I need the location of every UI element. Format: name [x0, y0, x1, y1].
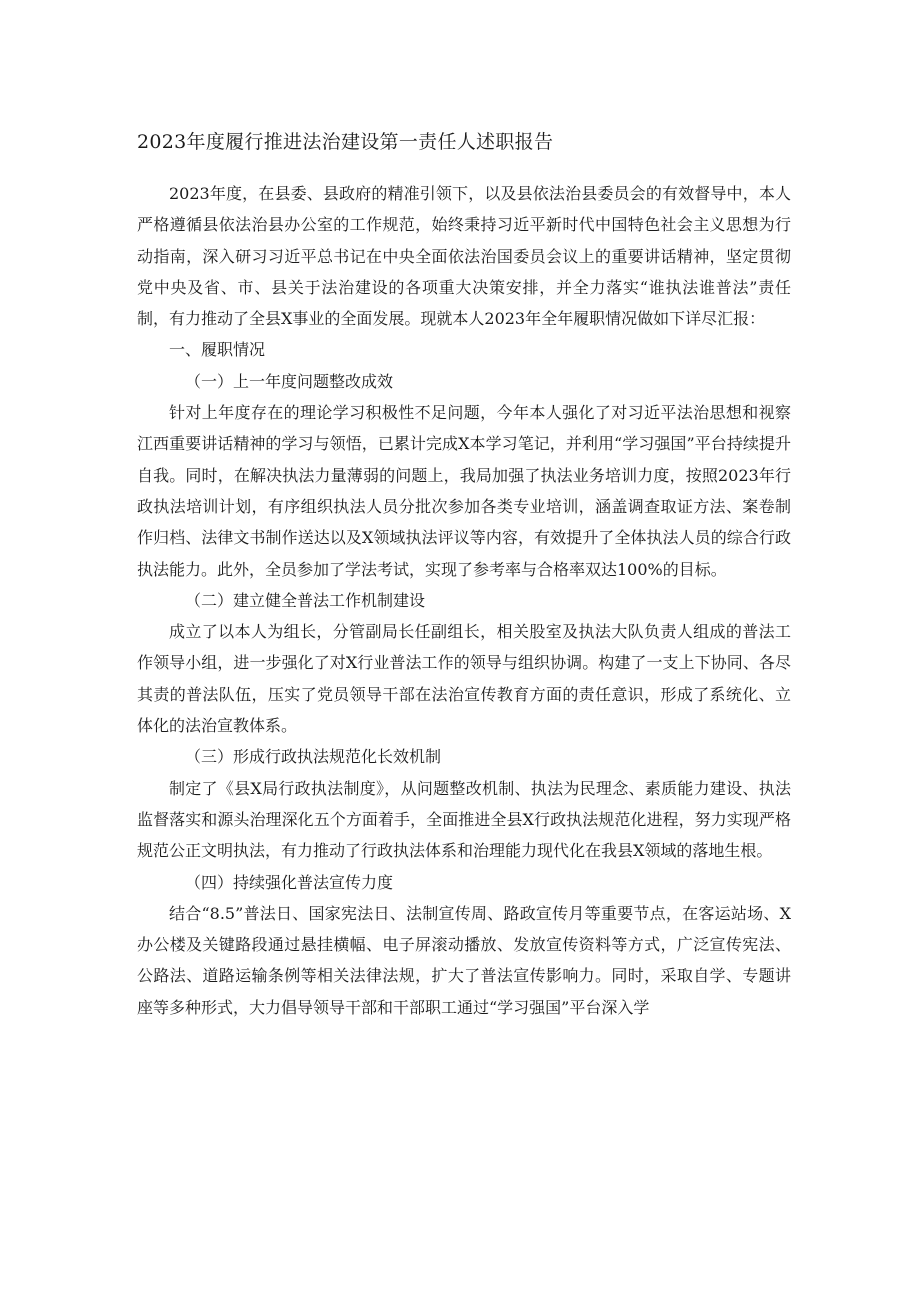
paragraph-mechanism: 成立了以本人为组长，分管副局长任副组长，相关股室及执法大队负责人组成的普法工作领导小组，进一步强化了对X行业普法工作的领导与组织协调。构建了一支上下协同、各尽其责的普法队伍，压实了党员领导干部在法治宣传教育方面的责任意识，形成了系统化、立体化的法治宣教体系。 — [137, 622, 791, 736]
paragraph-publicity: 结合“8.5”普法日、国家宪法日、法制宣传周、路政宣传月等重要节点，在客运站场、X办公楼及关键路段通过悬挂横幅、电子屏滚动播放、发放宣传资料等方式，广泛宣传宪法、公路法、道路运输条例等相关法律法规，扩大了普法宣传影响力。同时，采取自学、专题讲座等多种形式，大力倡导领导干部和干部职工通过“学习强国”平台深入学 — [137, 903, 791, 1017]
paragraph-standardization: 制定了《县X局行政执法制度》，从问题整改机制、执法为民理念、素质能力建设、执法监督落实和源头治理深化五个方面着手，全面推进全县X行政执法规范化进程，努力实现严格规范公正文明执法，有力推动了行政执法体系和治理能力现代化在我县X领域的落地生根。 — [137, 778, 791, 861]
section-heading-performance: 一、履职情况 — [169, 340, 266, 360]
intro-paragraph: 2023年度，在县委、县政府的精准引领下，以及县依法治县委员会的有效督导中，本人严格遵循县依法治县办公室的工作规范，始终秉持习近平新时代中国特色社会主义思想为行动指南，深入研习习近平总书记在中央全面依法治国委员会议上的重要讲话精神，坚定贯彻党中央及省、市、县关于法治建设的各项重大决策安排，并全力落实“谁执法谁普法”责任制，有力推动了全县X事业的全面发展。现就本人2023年全年履职情况做如下详尽汇报： — [137, 184, 791, 329]
subsection-heading-rectification: （一）上一年度问题整改成效 — [185, 371, 394, 391]
subsection-heading-mechanism: （二）建立健全普法工作机制建设 — [185, 590, 426, 610]
document-title: 2023年度履行推进法治建设第一责任人述职报告 — [137, 131, 554, 153]
paragraph-rectification: 针对上年度存在的理论学习积极性不足问题，今年本人强化了对习近平法治思想和视察江西重要讲话精神的学习与领悟，已累计完成X本学习笔记，并利用“学习强国”平台持续提升自我。同时，在解决执法力量薄弱的问题上，我局加强了执法业务培训力度，按照2023年行政执法培训计划，有序组织执法人员分批次参加各类专业培训，涵盖调查取证方法、案卷制作归档、法律文书制作送达以及X领域执法评议等内容，有效提升了全体执法人员的综合行政执法能力。此外，全员参加了学法考试，实现了参考率与合格率双达100%的目标。 — [137, 403, 791, 579]
subsection-heading-standardization: （三）形成行政执法规范化长效机制 — [185, 747, 442, 767]
subsection-heading-publicity: （四）持续强化普法宣传力度 — [185, 872, 394, 892]
document-body — [137, 178, 791, 1023]
